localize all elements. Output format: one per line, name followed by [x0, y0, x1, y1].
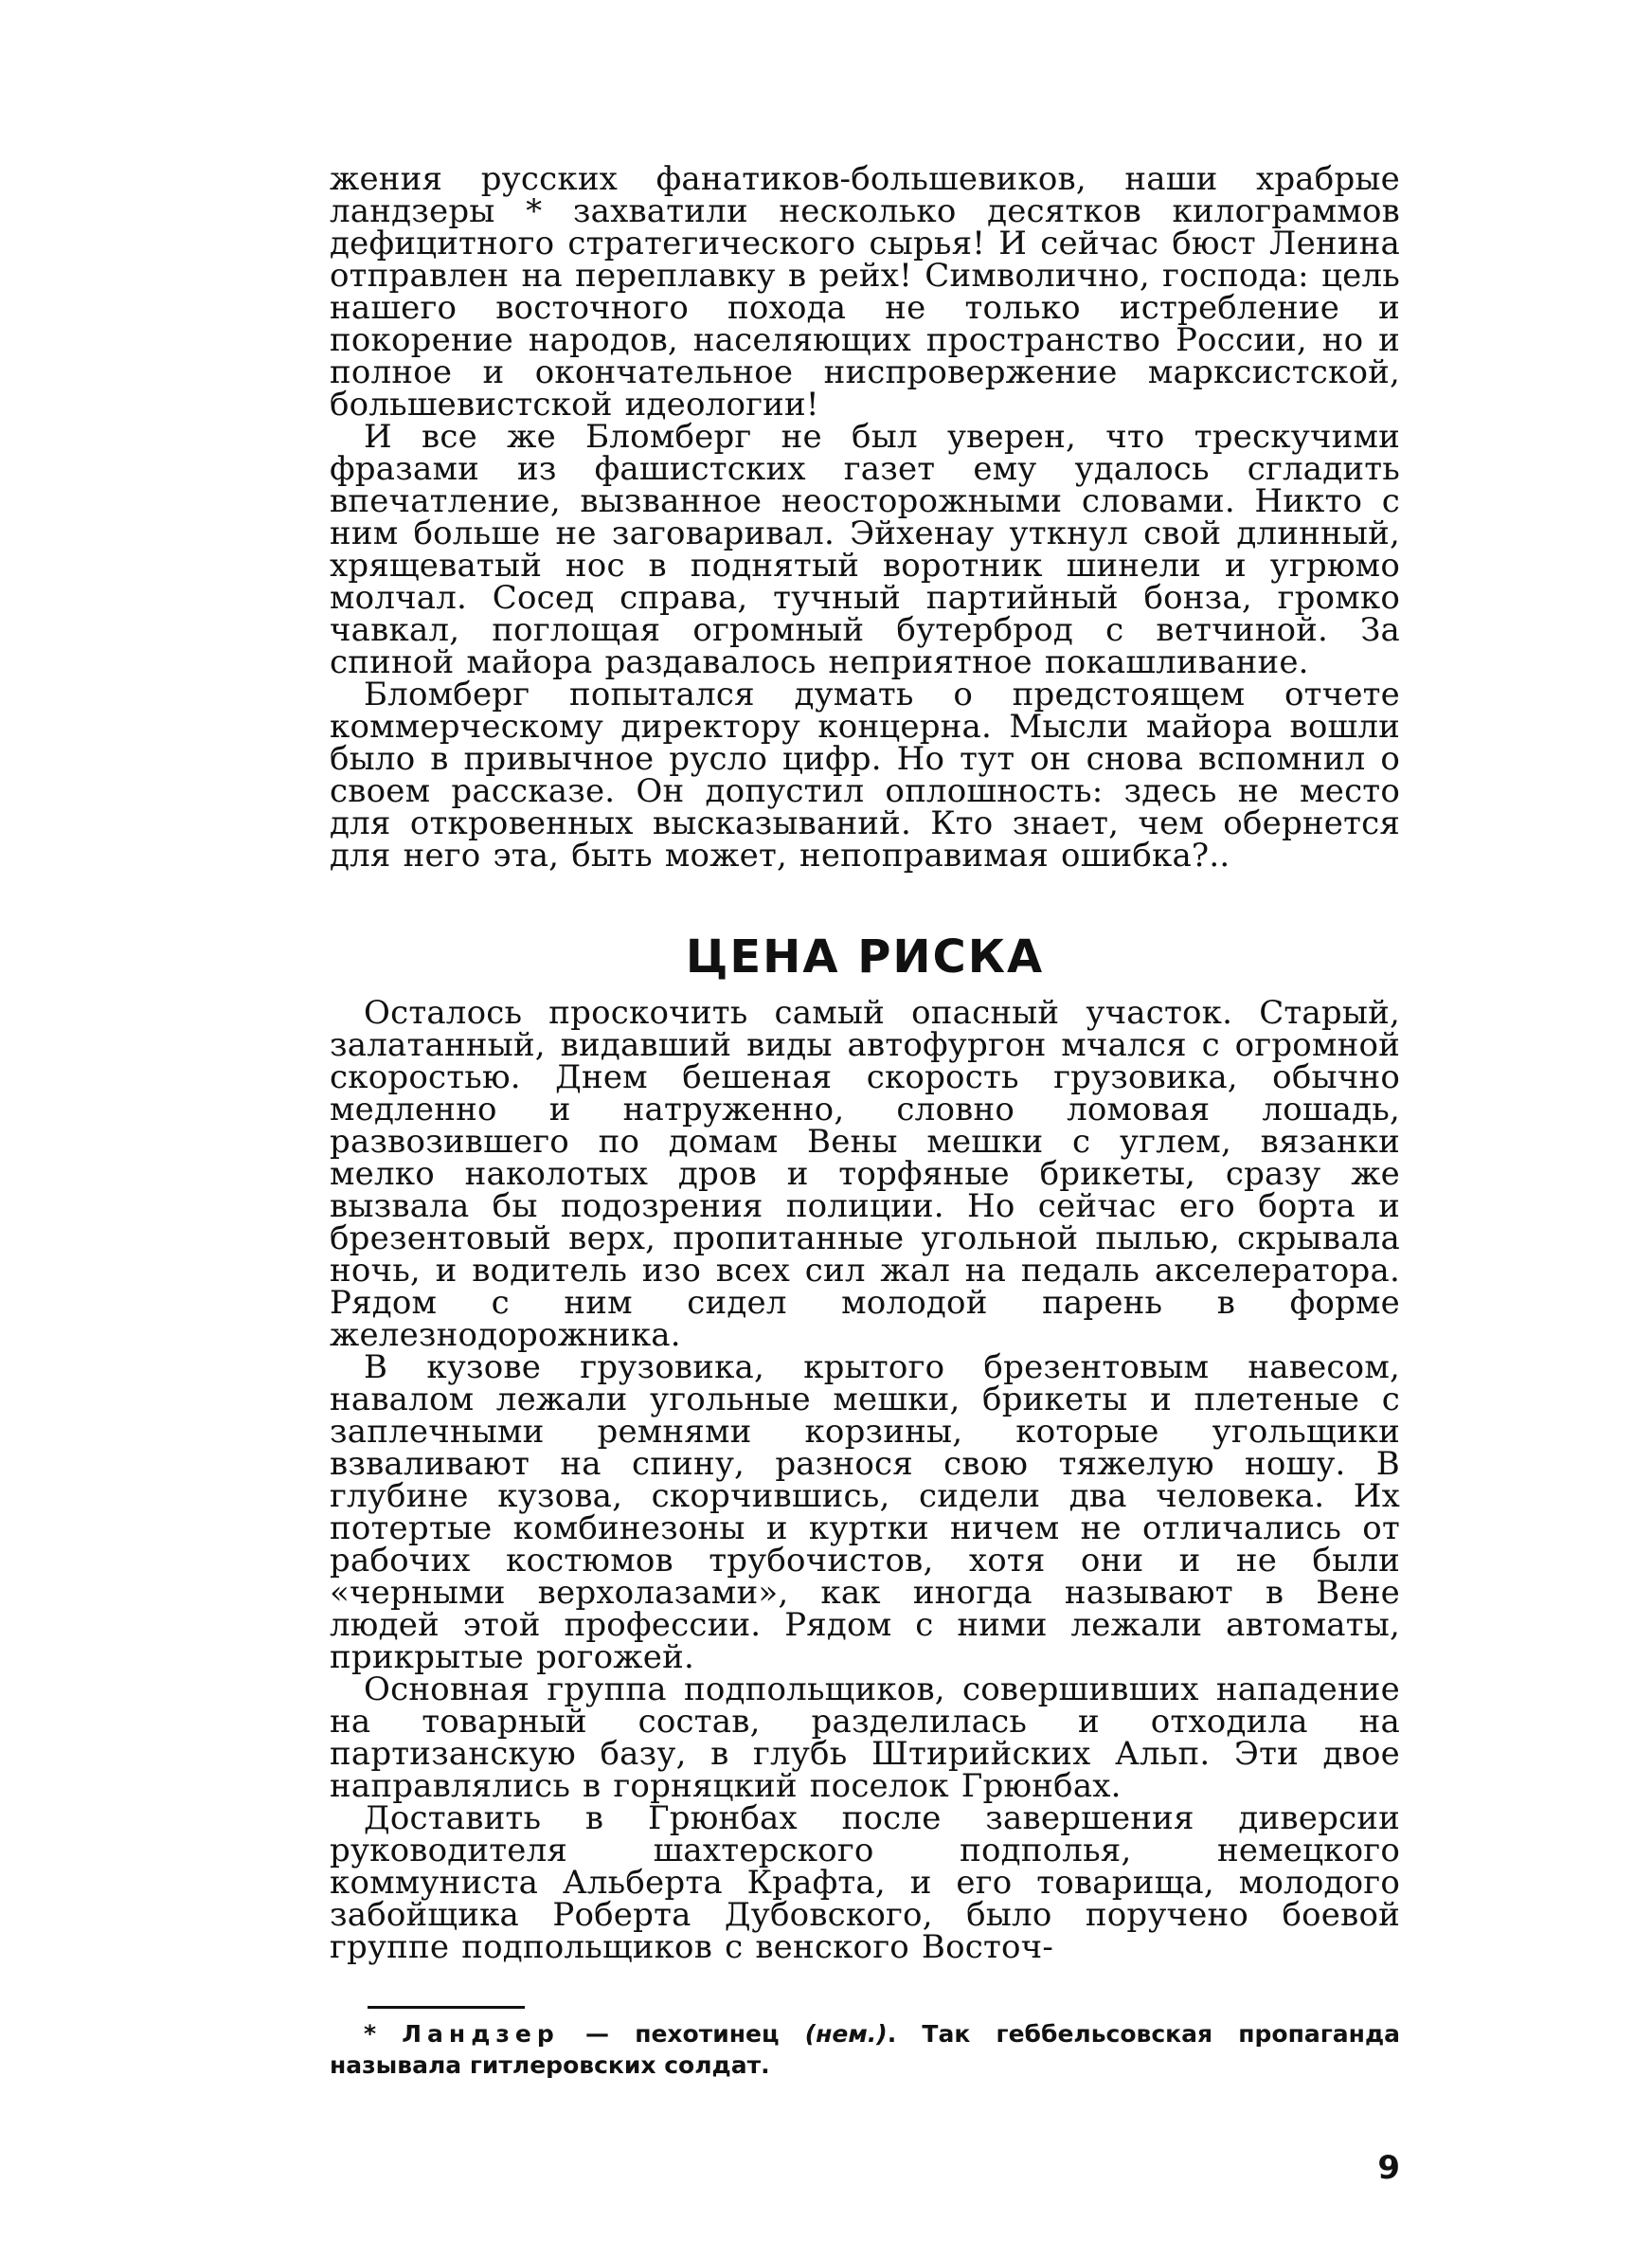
footnote-text: . Так геббельсовская пропаганда называла гитлеровских солдат.: [330, 2020, 1401, 2079]
footnote-marker: *: [364, 2020, 403, 2048]
footnote-divider: [368, 2006, 525, 2009]
footnote-language: (нем.): [804, 2020, 888, 2048]
paragraph: Основная группа подпольщиков, совершивших нападение на товарный состав, разделилась и отходила на партизанскую базу, в глубь Штирийских Альп. Эти двое направлялись в горняцкий поселок Грюнбах.: [330, 1670, 1400, 1805]
paragraph: Доставить в Грюнбах после завершения диверсии руководителя шахтерского подполья, немецкого коммуниста Альберта Крафта, и его товарища, молодого забойщика Роберта Дубовского, было поручено боевой группе подпольщиков с венского Восточ-: [330, 1799, 1400, 1966]
paragraph: В кузове грузовика, крытого брезентовым навесом, навалом лежали угольные мешки, брикеты и плетеные с заплечными ремнями корзины, которые угольщики взваливают на спину, разнося свою тяжелую ношу. В глубине кузова, скорчившись, сидели два человека. Их потертые комбинезоны и куртки ничем не отличались от рабочих костюмов трубочистов, хотя они и не были «черными верхолазами», как иногда называют в Вене людей этой профессии. Рядом с ними лежали автоматы, прикрытые рогожей.: [330, 1348, 1400, 1676]
paragraph: И все же Бломберг не был уверен, что трескучими фразами из фашистских газет ему удалось сгладить впечатление, вызванное неосторожными словами. Никто с ним больше не заговаривал. Эйхенау уткнул свой длинный, хрящеватый нос в поднятый воротник шинели и угрюмо молчал. Сосед справа, тучный партийный бонза, громко чавкал, поглощая огромный бутерброд с ветчиной. За спиной майора раздавалось неприятное покашливание.: [330, 418, 1400, 681]
chapter-title: ЦЕНА РИСКА: [685, 930, 1045, 984]
page-number: 9: [1377, 2149, 1400, 2187]
paragraph-continued: жения русских фанатиков-большевиков, наши храбрые ландзеры * захватили несколько десятков килограммов дефицитного стратегического сырья! И сейчас бюст Ленина отправлен на переплавку в рейх! Символично, господа: цель нашего восточного похода не только истребление и покорение народов, населяющих пространство России, но и полное и окончательное ниспровержение марксистской, большевистской идеологии!: [330, 160, 1400, 424]
footnote-dash: — пехотинец: [559, 2020, 805, 2048]
chapter-text: [330, 994, 1400, 1966]
footnote-term: Ландзер: [402, 2020, 560, 2048]
continued-text: [330, 160, 1400, 875]
paragraph: Бломберг попытался думать о предстоящем отчете коммерческому директору концерна. Мысли майора вошли было в привычное русло цифр. Но тут он снова вспомнил о своем рассказе. Он допустил оплошность: здесь не место для откровенных высказываний. Кто знает, чем обернется для него эта, быть может, непоправимая ошибка?..: [330, 676, 1400, 875]
footnote: [330, 2018, 1400, 2081]
paragraph: Осталось проскочить самый опасный участок. Старый, залатанный, видавший виды автофургон мчался с огромной скоростью. Днем бешеная скорость грузовика, обычно медленно и натруженно, словно ломовая лошадь, развозившего по домам Вены мешки с углем, вязанки мелко наколотых дров и торфяные брикеты, сразу же вызвала бы подозрения полиции. Но сейчас его борта и брезентовый верх, пропитанные угольной пылью, скрывала ночь, и водитель изо всех сил жал на педаль акселератора. Рядом с ним сидел молодой парень в форме железнодорожника.: [330, 994, 1400, 1354]
